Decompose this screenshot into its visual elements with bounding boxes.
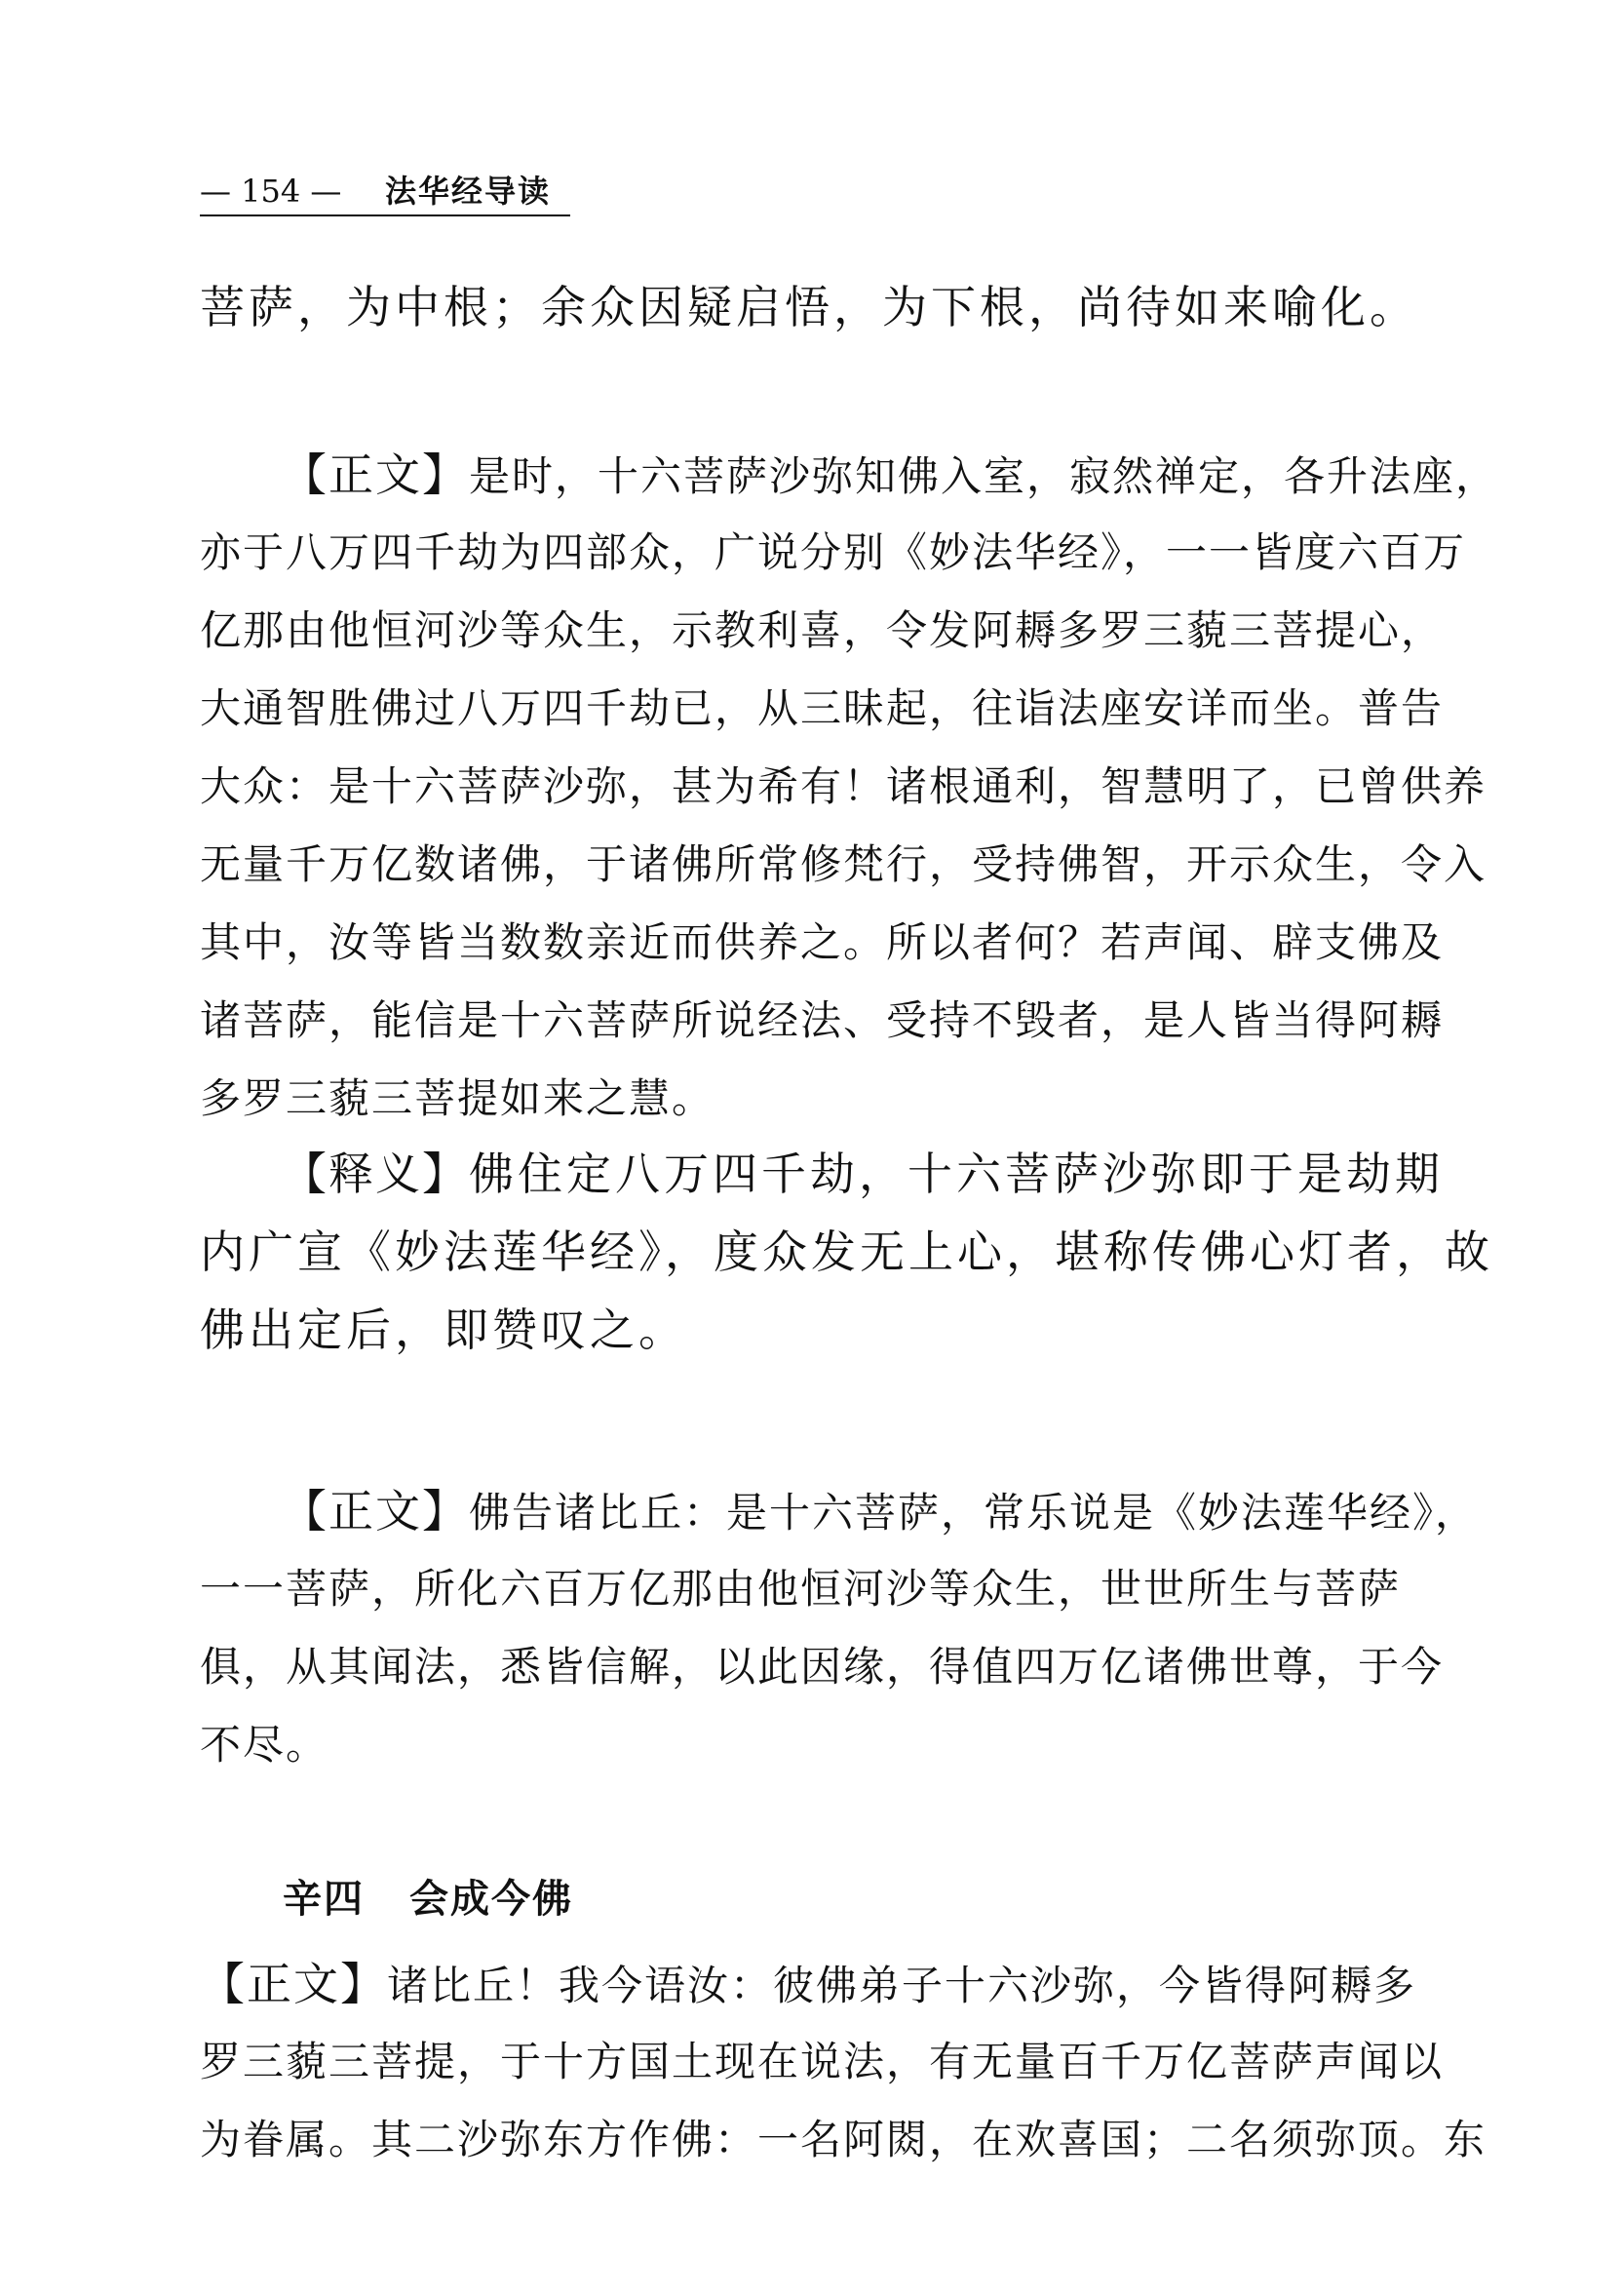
text-line: 【正文】佛告诸比丘：是十六菩萨，常乐说是《妙法莲华经》， [282,1485,1479,1537]
text-line: 一一菩萨，所化六百万亿那由他恒河沙等众生，世世所生与菩萨 [200,1565,1402,1613]
header-rule [200,214,570,216]
section-tag: 【释义】 [282,1148,469,1200]
text-line: 菩萨，为中根；余众因疑启悟，为下根，尚待如来喻化。 [200,281,1418,333]
text-line: 无量千万亿数诸佛，于诸佛所常修梵行，受持佛智，开示众生，令入 [200,840,1487,888]
section-tag: 【正文】 [200,1958,387,2010]
text-line: 亿那由他恒河沙等众生，示教利喜，令发阿耨多罗三藐三菩提心， [200,606,1445,654]
section-tag: 【正文】 [282,448,469,501]
paragraph-scripture-2 [200,1472,1479,1784]
text-line: 罗三藐三菩提，于十方国土现在说法，有无量百千万亿菩萨声闻以 [200,2038,1445,2085]
section-title: 会成今佛 [409,1877,573,1922]
section-tag: 【正文】 [282,1485,469,1537]
text-line: 佛出定后，即赞叹之。 [200,1304,687,1356]
paragraph-commentary [200,1135,1493,1369]
text-line: 多罗三藐三菩提如来之慧。 [200,1074,715,1122]
text-line: 亦于八万四千劫为四部众，广说分别《妙法华经》，一一皆度六百万 [200,528,1467,576]
text-line: 诸菩萨，能信是十六菩萨所说经法、受持不毁者，是人皆当得阿耨 [200,996,1445,1044]
text-line: 俱，从其闻法，悉皆信解，以此因缘，得值四万亿诸佛世尊，于今 [200,1643,1445,1691]
section-label: 辛四 [283,1877,365,1922]
text-line: 为眷属。其二沙弥东方作佛：一名阿閦，在欢喜国；二名须弥顶。东 [200,2116,1487,2163]
paragraph-scripture-1 [200,436,1499,1138]
text-line: 其中，汝等皆当数数亲近而供养之。所以者何？若声闻、辟支佛及 [200,918,1445,966]
page-number: — 154 — [200,173,342,210]
text-line: 不尽。 [200,1721,329,1769]
running-header [200,168,570,214]
text-line: 内广宣《妙法莲华经》，度众发无上心，堪称传佛心灯者，故 [200,1226,1493,1278]
text-line: 【正文】诸比丘！我今语汝：彼佛弟子十六沙弥，今皆得阿耨多 [200,1958,1417,2010]
text-line: 大众：是十六菩萨沙弥，甚为希有！诸根通利，智慧明了，已曾供养 [200,762,1487,810]
paragraph-commentary-continued [200,268,1418,346]
paragraph-scripture-3 [200,1945,1487,2179]
text-line: 【释义】佛住定八万四千劫，十六菩萨沙弥即于是劫期 [282,1148,1444,1200]
text-line: 【正文】是时，十六菩萨沙弥知佛入室，寂然禅定，各升法座， [282,448,1499,501]
section-heading [283,1870,573,1928]
text-line: 大通智胜佛过八万四千劫已，从三昧起，往诣法座安详而坐。普告 [200,684,1445,732]
book-title: 法华经导读 [385,173,552,210]
